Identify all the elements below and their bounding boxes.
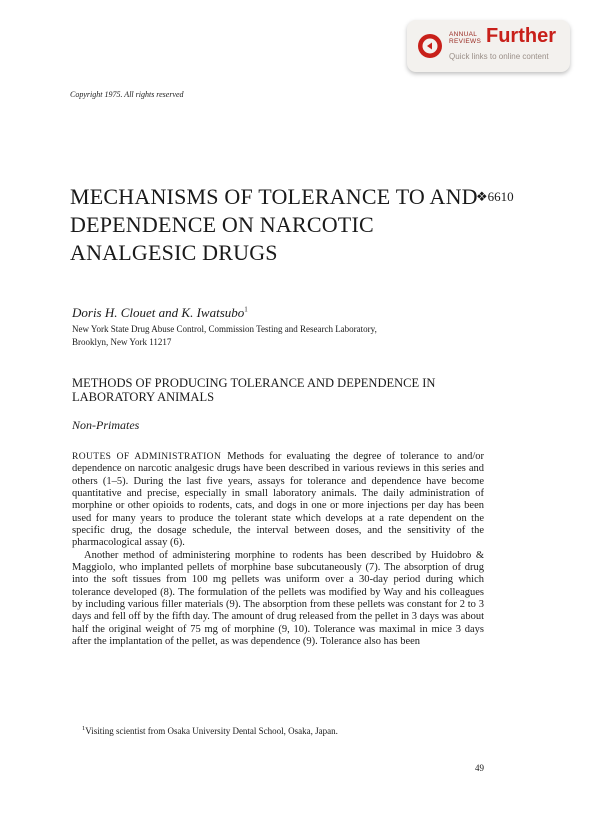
paragraph-2: Another method of administering morphine to rodents has been described by Huidobro & Maggiolo, who implanted pellets of morphine base subcutaneously (7). The absorption of drug into the soft tissues from 100 mg pellets was uniform over a 30-day period during which tolerance developed (8). The formulation of the pellets was modified by Way and his colleagues by including various filler materials (9). The absorption from these pellets was constant for 2 to 3 days and fell off by the fifth day. The amount of drug released from the pellet in 3 days was about half the original weight of 75 mg of morphine (9, 10). Tolerance was maximal in mice 3 days after the implantation of the pellet, as was dependence (9). Tolerance also has been: [72, 549, 484, 648]
further-label: Further: [486, 25, 556, 47]
section-heading: METHODS OF PRODUCING TOLERANCE AND DEPENDENCE IN LABORATORY ANIMALS: [72, 376, 436, 404]
author-footnote-mark: 1: [244, 305, 248, 314]
footnote-mark: 1: [82, 725, 86, 732]
further-links-badge[interactable]: [407, 20, 570, 72]
subsection-heading: Non-Primates: [72, 418, 140, 432]
run-in-heading: ROUTES OF ADMINISTRATION: [72, 452, 222, 462]
footnote: [82, 725, 338, 736]
paragraph-1: [72, 451, 484, 550]
brand-line-reviews: REVIEWS: [449, 38, 482, 45]
article-title: MECHANISMS OF TOLERANCE TO AND DEPENDENCE ON NARCOTIC ANALGESIC DRUGS: [70, 184, 478, 265]
affiliation: [72, 323, 492, 349]
article-code: ❖6610: [476, 189, 514, 204]
body-text: [72, 451, 484, 649]
author-line: [72, 305, 248, 321]
brand-line-annual: ANNUAL: [449, 31, 478, 38]
author-names: Doris H. Clouet and K. Iwatsubo: [72, 305, 245, 320]
footnote-text: Visiting scientist from Osaka University Dental School, Osaka, Japan.: [85, 726, 338, 736]
paragraph-1-text: Methods for evaluating the degree of tolerance to and/or dependence on narcotic analgesic drugs have been described in various reviews in this series and others (1–5). During the last five years, assays for tolerance and dependence have become quantitative and precise, especially in small laboratory animals. The daily administration of morphine or other opioids to rodents, cats, and dogs in one or more injections per day has been used for many years to produce the tolerant state which develops at a rate dependent on the specific drug, the dosage schedule, the interval between doses, and the sensitivity of the pharmacological assay (6).: [72, 451, 484, 549]
affiliation-line-2: Brooklyn, New York 11217: [72, 337, 172, 347]
brand-name: [449, 31, 481, 45]
copyright-notice: Copyright 1975. All rights reserved: [70, 90, 184, 99]
quick-links-label: Quick links to online content: [449, 52, 549, 61]
page-number: 49: [475, 763, 484, 773]
annual-reviews-logo-icon: [417, 33, 443, 59]
affiliation-line-1: New York State Drug Abuse Control, Commission Testing and Research Laboratory,: [72, 324, 377, 334]
